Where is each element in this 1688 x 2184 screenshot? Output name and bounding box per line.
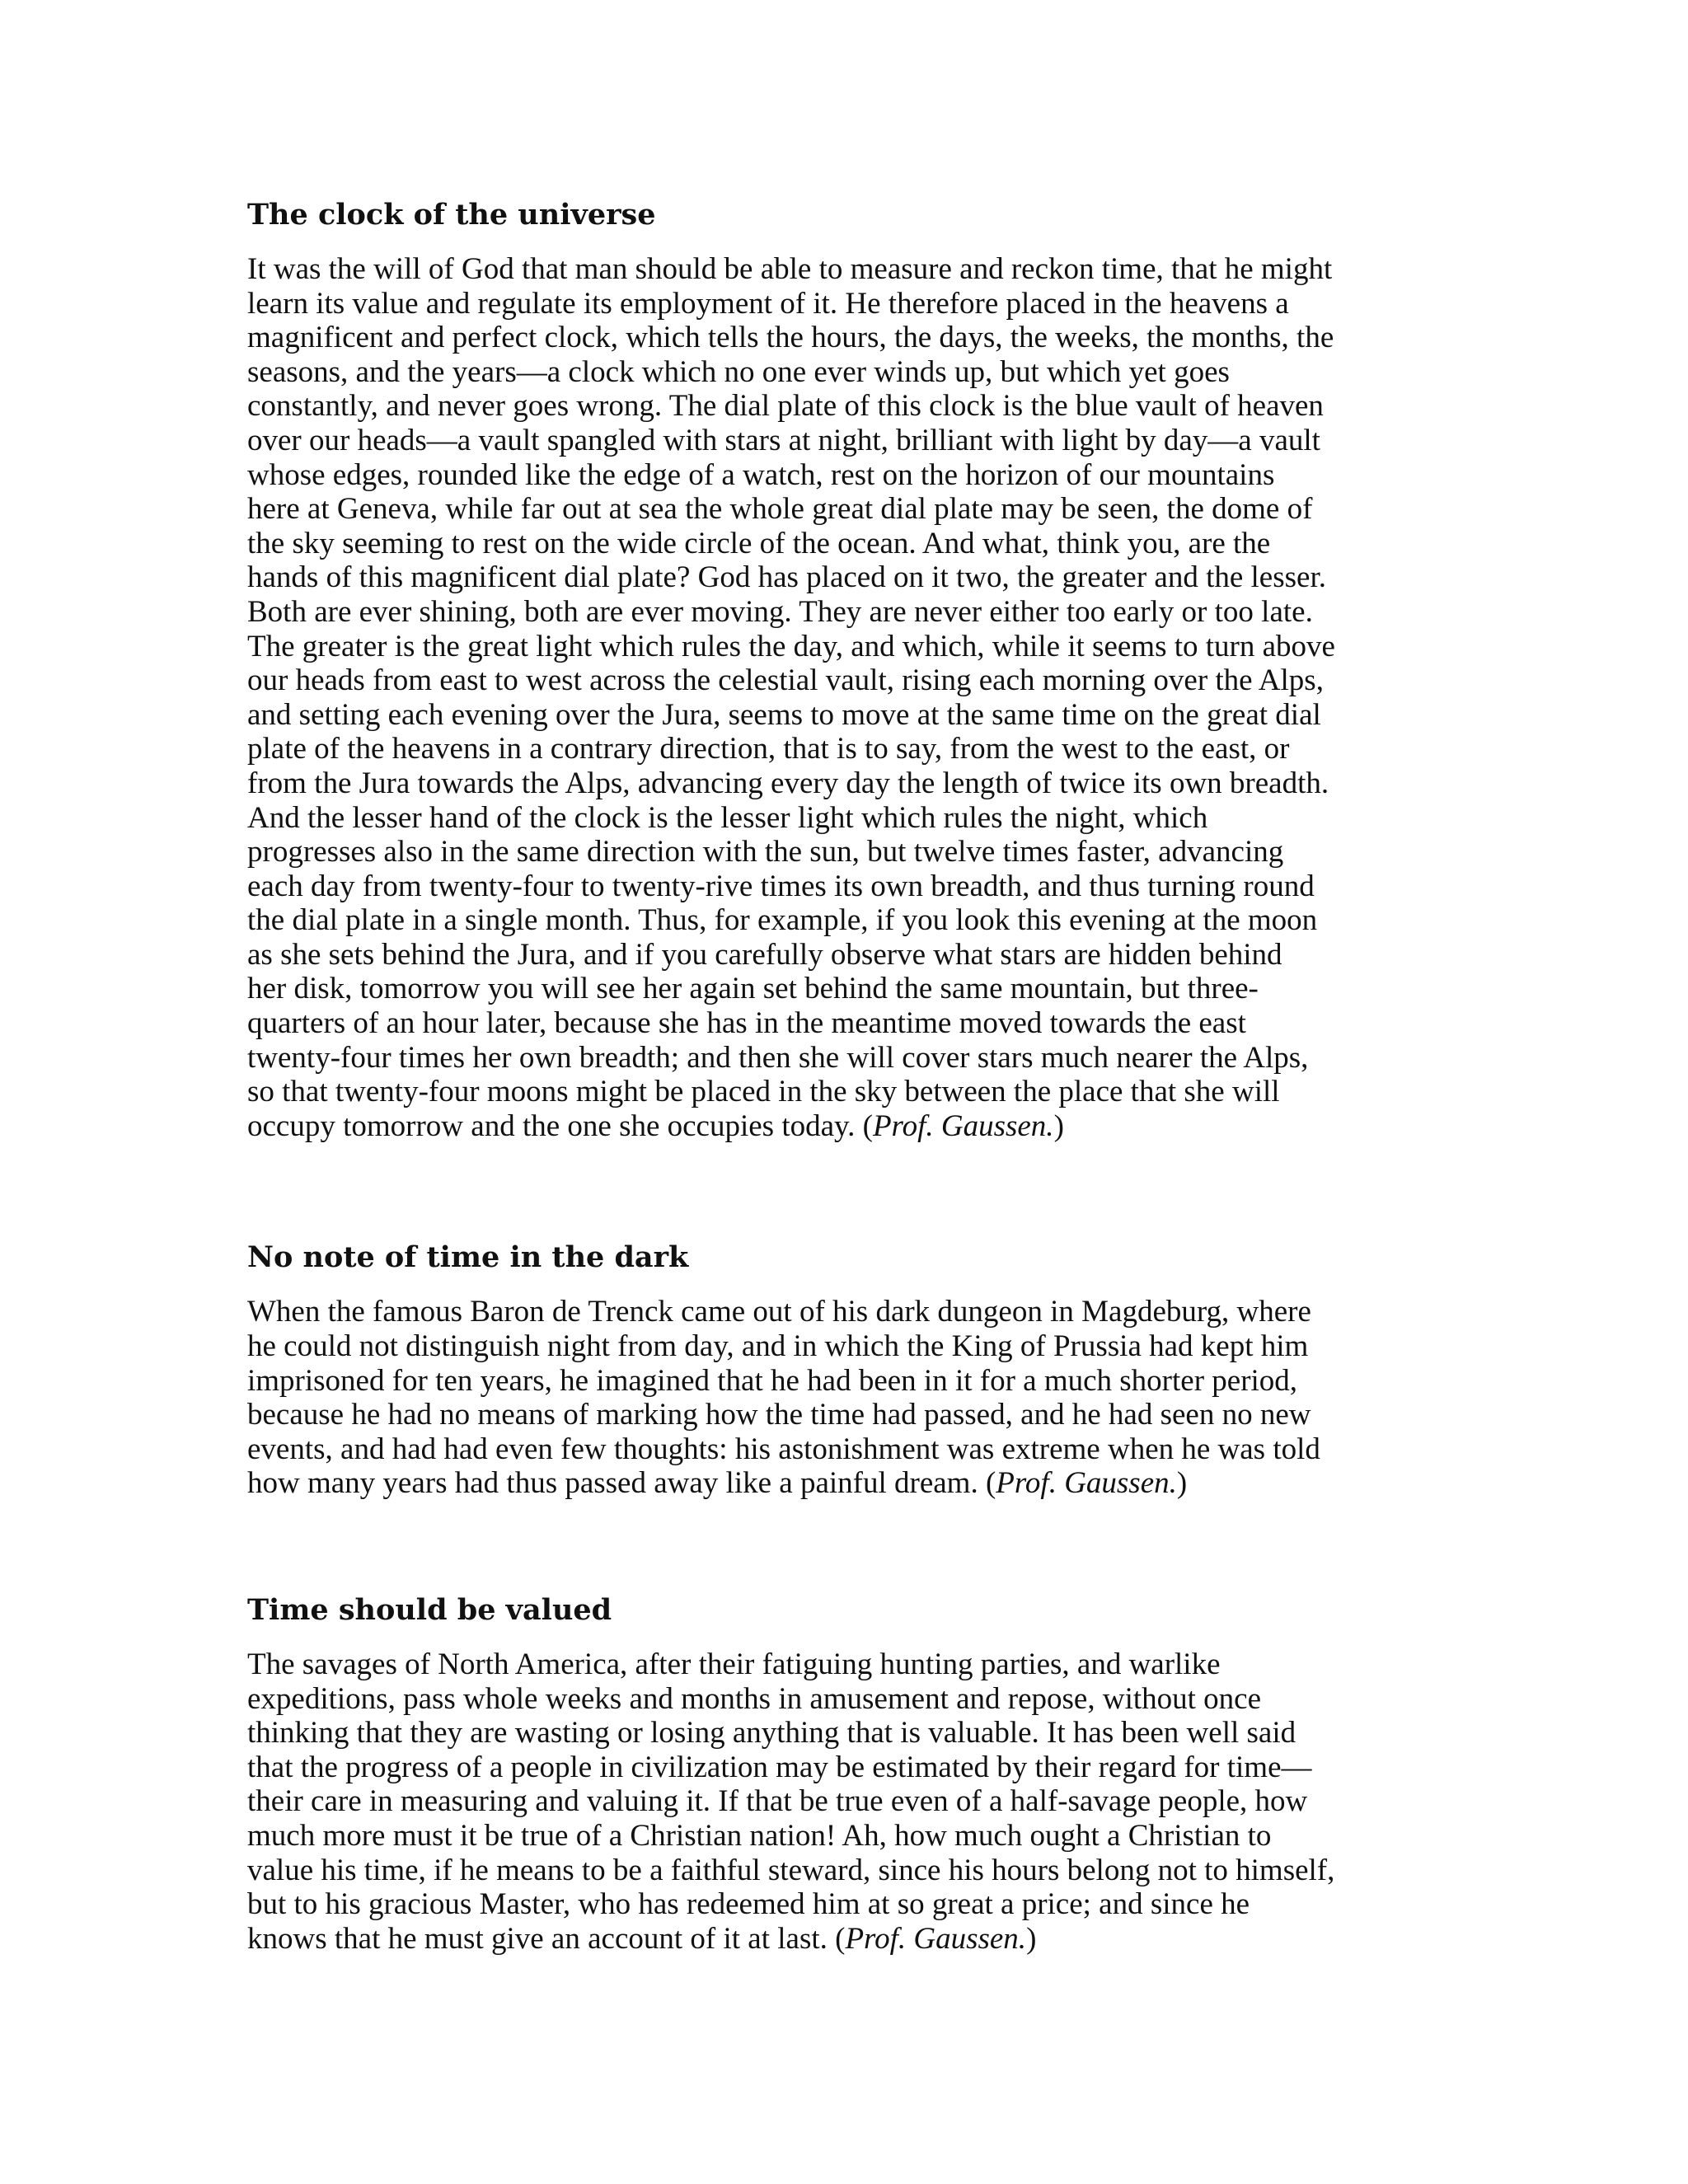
last-line-text: knows that he must give an account of it at last. (	[247, 1921, 846, 1956]
section-no-note-of-time	[247, 1237, 1434, 1501]
paragraph-lines	[247, 1295, 1434, 1466]
section-time-should-be-valued	[247, 1590, 1434, 1956]
section-heading: No note of time in the dark	[247, 1240, 689, 1275]
paragraph-line: over our heads—a vault spangled with stars at night, brilliant with light by day—a vault	[247, 423, 1320, 457]
citation: Prof. Gaussen.	[845, 1921, 1027, 1956]
paragraph-line: the dial plate in a single month. Thus, for example, if you look this evening at the moon	[247, 903, 1318, 938]
last-line-text: occupy tomorrow and the one she occupies today. (	[247, 1108, 873, 1143]
paragraph-line: hands of this magnificent dial plate? God has placed on it two, the greater and the lesser.	[247, 560, 1326, 595]
paragraph-line: quarters of an hour later, because she has in the meantime moved towards the east	[247, 1006, 1246, 1041]
paragraph-line: so that twenty-four moons might be placed in the sky between the place that she will	[247, 1075, 1280, 1109]
paragraph-line: magnificent and perfect clock, which tells the hours, the days, the weeks, the months, the	[247, 321, 1334, 355]
citation: Prof. Gaussen.	[872, 1108, 1054, 1143]
paragraph-line: he could not distinguish night from day, and in which the King of Prussia had kept him	[247, 1329, 1309, 1364]
paragraph-line: and setting each evening over the Jura, seems to move at the same time on the great dial	[247, 697, 1321, 732]
paragraph-line: but to his gracious Master, who has redeemed him at so great a price; and since he	[247, 1887, 1250, 1922]
paragraph-line: events, and had had even few thoughts: his astonishment was extreme when he was told	[247, 1432, 1320, 1466]
paragraph-line: as she sets behind the Jura, and if you carefully observe what stars are hidden behind	[247, 937, 1282, 972]
paragraph-line: plate of the heavens in a contrary direction, that is to say, from the west to the east, or	[247, 732, 1290, 766]
section-paragraph	[247, 1295, 1434, 1501]
paragraph-line: The savages of North America, after their fatiguing hunting parties, and warlike	[247, 1647, 1221, 1681]
paragraph-line: our heads from east to west across the celestial vault, rising each morning over the Alps,	[247, 663, 1324, 698]
paragraph-line: Both are ever shining, both are ever moving. They are never either too early or too late.	[247, 594, 1313, 629]
section-paragraph	[247, 1647, 1434, 1956]
paragraph-line: the sky seeming to rest on the wide circle of the ocean. And what, think you, are the	[247, 526, 1271, 560]
paragraph-line: whose edges, rounded like the edge of a watch, rest on the horizon of our mountains	[247, 457, 1275, 492]
paragraph-line: seasons, and the years—a clock which no one ever winds up, but which yet goes	[247, 354, 1230, 389]
paragraph-line: It was the will of God that man should be able to measure and reckon time, that he might	[247, 252, 1333, 286]
section-heading: Time should be valued	[247, 1593, 612, 1627]
paragraph-line: twenty-four times her own breadth; and then she will cover stars much nearer the Alps,	[247, 1040, 1309, 1075]
paragraph-line: much more must it be true of a Christian nation! Ah, how much ought a Christian to	[247, 1818, 1272, 1853]
paragraph-line: her disk, tomorrow you will see her again set behind the same mountain, but three-	[247, 972, 1259, 1006]
document-page	[247, 194, 1434, 1956]
paragraph-line: learn its value and regulate its employment of it. He therefore placed in the heavens a	[247, 286, 1289, 321]
paragraph-line: here at Geneva, while far out at sea the whole great dial plate may be seen, the dome of	[247, 492, 1313, 527]
citation-close: )	[1053, 1108, 1064, 1143]
paragraph-line: from the Jura towards the Alps, advancing every day the length of twice its own breadth.	[247, 766, 1329, 800]
section-heading: The clock of the universe	[247, 198, 656, 232]
paragraph-line: imprisoned for ten years, he imagined that he had been in it for a much shorter period,	[247, 1363, 1298, 1398]
paragraph-line: And the lesser hand of the clock is the lesser light which rules the night, which	[247, 800, 1208, 835]
paragraph-line: The greater is the great light which rules the day, and which, while it seems to turn above	[247, 629, 1335, 663]
paragraph-lines	[247, 252, 1434, 1109]
paragraph-line: value his time, if he means to be a faithful steward, since his hours belong not to himself,	[247, 1853, 1335, 1887]
citation-close: )	[1026, 1921, 1037, 1956]
paragraph-line: each day from twenty-four to twenty-rive times its own breadth, and thus turning round	[247, 869, 1315, 903]
paragraph-line: thinking that they are wasting or losing anything that is valuable. It has been well said	[247, 1716, 1296, 1750]
paragraph-line: their care in measuring and valuing it. If that be true even of a half-savage people, how	[247, 1784, 1308, 1819]
paragraph-last-line	[247, 1466, 1434, 1501]
paragraph-line: because he had no means of marking how the time had passed, and he had seen no new	[247, 1398, 1311, 1432]
paragraph-lines	[247, 1647, 1434, 1922]
section-clock-of-universe	[247, 194, 1434, 1143]
citation-close: )	[1176, 1466, 1188, 1501]
paragraph-line: When the famous Baron de Trenck came out of his dark dungeon in Magdeburg, where	[247, 1295, 1311, 1329]
paragraph-line: progresses also in the same direction with the sun, but twelve times faster, advancing	[247, 835, 1284, 869]
paragraph-last-line	[247, 1109, 1434, 1144]
paragraph-last-line	[247, 1922, 1434, 1957]
citation: Prof. Gaussen.	[996, 1466, 1177, 1501]
paragraph-line: expeditions, pass whole weeks and months in amusement and repose, without once	[247, 1681, 1261, 1716]
section-paragraph	[247, 252, 1434, 1143]
last-line-text: how many years had thus passed away like a painful dream. (	[247, 1466, 996, 1501]
paragraph-line: that the progress of a people in civilization may be estimated by their regard for time—	[247, 1750, 1312, 1784]
paragraph-line: constantly, and never goes wrong. The dial plate of this clock is the blue vault of heaven	[247, 389, 1324, 424]
